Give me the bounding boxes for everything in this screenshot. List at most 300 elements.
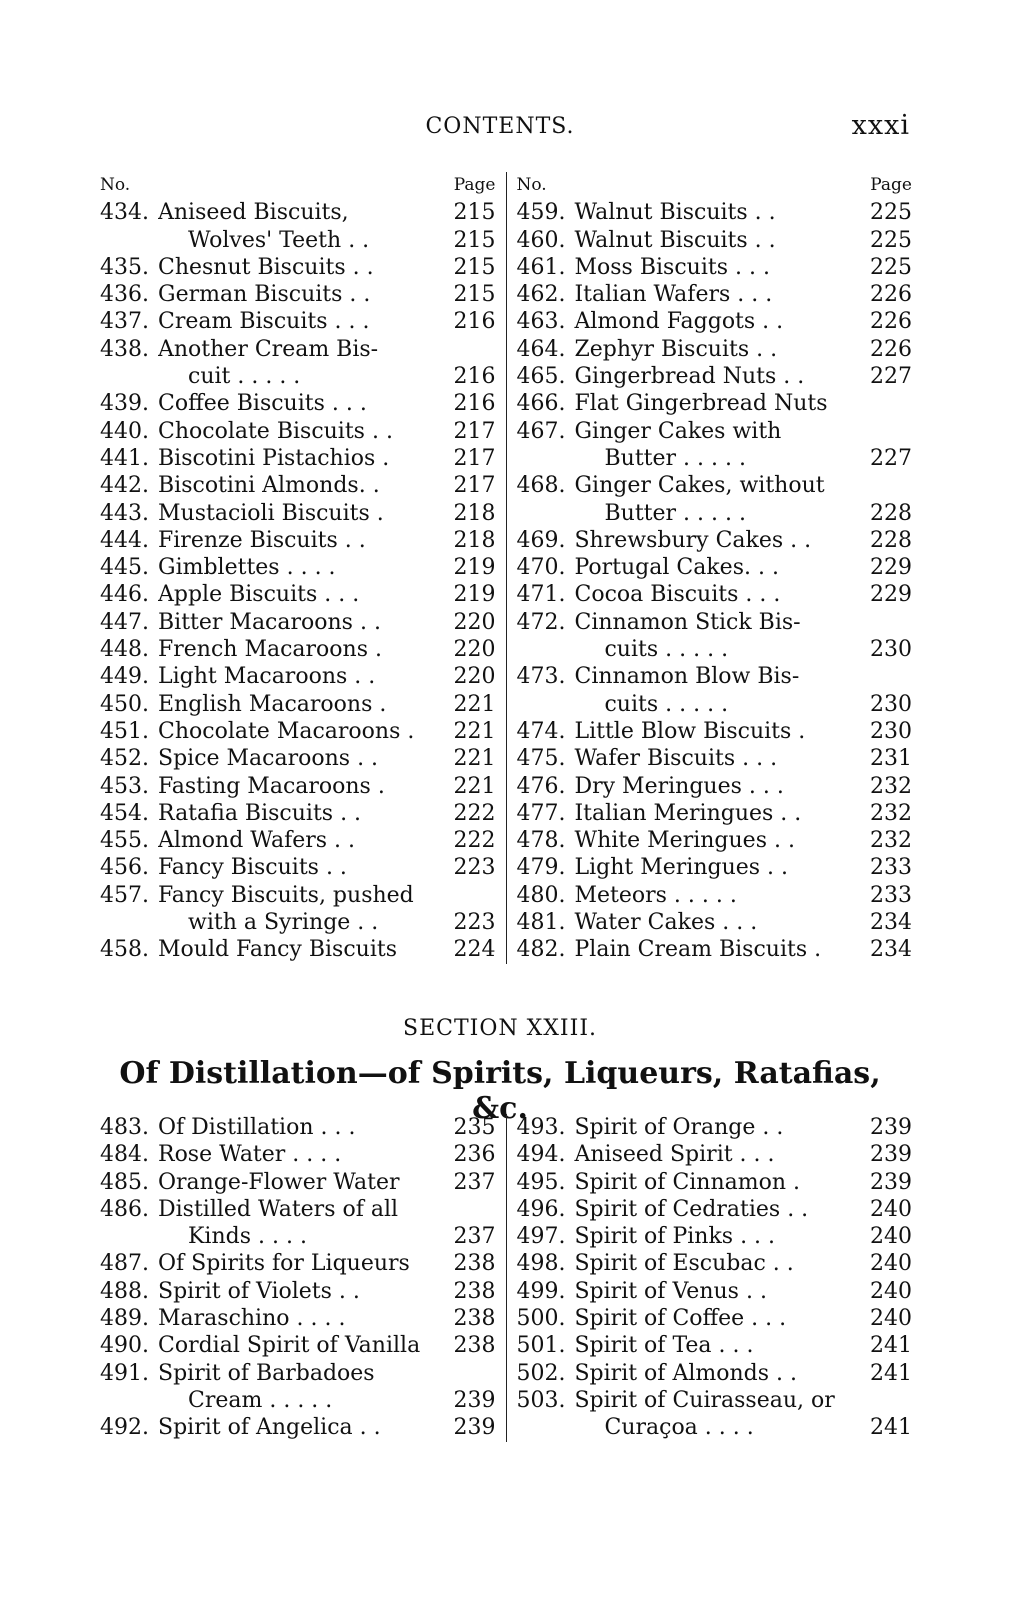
table-row	[100, 254, 496, 281]
table-row	[516, 1387, 912, 1414]
entry-number: 435.	[100, 254, 149, 280]
entry-title: Ginger Cakes with	[574, 418, 782, 444]
entry-number: 472.	[516, 609, 566, 635]
table-row	[516, 718, 912, 745]
table-row	[100, 554, 496, 581]
entry-number: 452.	[100, 746, 149, 772]
entry-page: 231	[869, 746, 912, 772]
entry-page: 220	[453, 664, 496, 690]
entry-page: 235	[453, 1115, 496, 1140]
entry-number: 453.	[100, 773, 149, 799]
table-row	[516, 336, 912, 363]
table-row	[516, 581, 912, 608]
entry-page: 226	[869, 282, 912, 308]
entry-page: 240	[869, 1278, 912, 1304]
entry-page: 223	[453, 855, 496, 881]
entry-title: Bitter Macaroons . .	[158, 609, 381, 635]
table-row	[100, 581, 496, 608]
entry-title: Wolves' Teeth . .	[188, 227, 370, 253]
entry-continuation	[516, 1414, 912, 1441]
entry-title: Aniseed Biscuits,	[158, 200, 349, 226]
section-heading: SECTION XXIII.	[403, 1016, 597, 1041]
entry-title: Spirit of Almonds . .	[574, 1360, 797, 1386]
entry-title: Gingerbread Nuts . .	[574, 364, 805, 390]
entry-title: Spirit of Pinks . . .	[574, 1224, 776, 1250]
table-row	[516, 1250, 912, 1277]
table-row	[516, 882, 912, 909]
entry-title: Biscotini Almonds. .	[158, 473, 380, 499]
entry-number: 436.	[100, 282, 149, 308]
entry-number: 454.	[100, 800, 149, 826]
entry-number: 456.	[100, 855, 149, 881]
entry-number: 495.	[516, 1169, 566, 1195]
entry-title: Light Meringues . .	[574, 855, 789, 881]
entry-number: 499.	[516, 1278, 566, 1304]
entry-title: Fancy Biscuits, pushed	[158, 882, 414, 908]
entry-title: Rose Water . . . .	[158, 1142, 342, 1168]
entry-page: 228	[869, 500, 912, 526]
table-row	[100, 1414, 496, 1441]
table-row	[516, 1169, 912, 1196]
entry-page: 225	[869, 227, 912, 253]
column-header-page: Page	[870, 175, 912, 195]
table-row	[100, 827, 496, 854]
entry-page: 226	[869, 336, 912, 362]
entry-number: 501.	[516, 1333, 566, 1359]
entry-continuation	[100, 1387, 496, 1414]
entry-title: Orange-Flower Water	[158, 1169, 400, 1195]
entry-title: Spirit of Orange . .	[574, 1115, 784, 1140]
entry-number: 444.	[100, 527, 149, 553]
entry-number: 462.	[516, 282, 566, 308]
entry-title: Portugal Cakes. . .	[574, 555, 779, 581]
entry-page: 221	[453, 718, 496, 744]
entry-title: Distilled Waters of all	[158, 1196, 399, 1222]
table-row	[100, 418, 496, 445]
table-row	[516, 1196, 912, 1223]
table-row	[516, 1141, 912, 1168]
entry-number: 458.	[100, 937, 149, 963]
entry-page: 229	[869, 582, 912, 608]
entry-page: 220	[453, 609, 496, 635]
entry-title: Cinnamon Blow Bis-	[574, 664, 800, 690]
entry-title: cuits . . . . .	[604, 691, 729, 717]
entry-continuation	[100, 227, 496, 254]
contents-column-right	[506, 1114, 912, 1442]
table-row	[516, 909, 912, 936]
entry-page: 233	[869, 855, 912, 881]
entry-number: 440.	[100, 418, 149, 444]
entry-number: 469.	[516, 527, 566, 553]
entry-title: Almond Faggots . .	[574, 309, 784, 335]
entry-page: 217	[453, 445, 496, 471]
entry-page: 221	[453, 746, 496, 772]
entry-page: 230	[869, 637, 912, 663]
entry-page: 241	[869, 1415, 912, 1441]
table-row	[100, 390, 496, 417]
entry-page: 241	[869, 1360, 912, 1386]
table-row	[516, 227, 912, 254]
entry-number: 467.	[516, 418, 566, 444]
entry-continuation	[516, 500, 912, 527]
table-row	[516, 854, 912, 881]
entry-title: Cocoa Biscuits . . .	[574, 582, 781, 608]
table-row	[100, 445, 496, 472]
entry-title: Gimblettes . . . .	[158, 555, 336, 581]
table-row	[100, 773, 496, 800]
table-row	[516, 773, 912, 800]
entry-title: Chesnut Biscuits . .	[158, 254, 374, 280]
entry-page: 228	[869, 527, 912, 553]
entry-number: 487.	[100, 1251, 149, 1277]
table-row	[100, 1114, 496, 1141]
table-row	[516, 363, 912, 390]
page-number: xxxi	[851, 110, 910, 141]
entry-title: Another Cream Bis-	[158, 336, 379, 362]
entry-page: 217	[453, 473, 496, 499]
entry-page: 230	[869, 718, 912, 744]
entry-title: French Macaroons .	[158, 637, 382, 663]
table-row	[100, 1278, 496, 1305]
entry-page: 216	[453, 364, 496, 390]
contents-column-left	[100, 1114, 506, 1442]
table-row	[100, 663, 496, 690]
entry-number: 443.	[100, 500, 149, 526]
table-row	[100, 745, 496, 772]
column-header	[100, 172, 496, 199]
entry-title: Butter . . . . .	[604, 500, 746, 526]
entry-number: 463.	[516, 309, 566, 335]
entry-title: Of Spirits for Liqueurs	[158, 1251, 410, 1277]
entry-number: 450.	[100, 691, 149, 717]
entry-title: Plain Cream Biscuits .	[574, 937, 822, 963]
table-row	[100, 199, 496, 226]
entry-list	[100, 1114, 496, 1442]
entry-number: 498.	[516, 1251, 566, 1277]
entry-page: 227	[869, 364, 912, 390]
entry-number: 491.	[100, 1360, 149, 1386]
table-row	[516, 308, 912, 335]
table-row	[100, 336, 496, 363]
entry-number: 446.	[100, 582, 149, 608]
entry-title: Italian Meringues . .	[574, 800, 802, 826]
entry-page: 221	[453, 691, 496, 717]
entry-continuation	[516, 445, 912, 472]
table-row	[100, 308, 496, 335]
entry-number: 485.	[100, 1169, 149, 1195]
entry-continuation	[516, 636, 912, 663]
table-row	[516, 390, 912, 417]
entry-title: Water Cakes . . .	[574, 910, 758, 936]
entry-number: 484.	[100, 1142, 149, 1168]
entry-title: Chocolate Macaroons .	[158, 718, 415, 744]
table-row	[100, 500, 496, 527]
table-row	[516, 418, 912, 445]
entry-page: 238	[453, 1306, 496, 1332]
entry-page: 240	[869, 1251, 912, 1277]
entry-page: 224	[453, 937, 496, 963]
entry-title: Cordial Spirit of Vanilla	[158, 1333, 421, 1359]
entry-continuation	[100, 909, 496, 936]
table-row	[100, 936, 496, 963]
entry-title: Spirit of Cuirasseau, or	[574, 1387, 835, 1413]
contents-table-bottom	[100, 1114, 912, 1442]
entry-number: 464.	[516, 336, 566, 362]
table-row	[100, 718, 496, 745]
entry-page: 225	[869, 200, 912, 226]
column-header	[516, 172, 912, 199]
entry-continuation	[100, 363, 496, 390]
entry-page: 239	[453, 1415, 496, 1441]
table-row	[100, 854, 496, 881]
entry-number: 438.	[100, 336, 149, 362]
entry-number: 465.	[516, 364, 566, 390]
entry-number: 482.	[516, 937, 566, 963]
entry-title: Kinds . . . .	[188, 1224, 307, 1250]
contents-table-top	[100, 172, 912, 964]
entry-page: 240	[869, 1306, 912, 1332]
table-row	[100, 882, 496, 909]
entry-title: Biscotini Pistachios .	[158, 445, 390, 471]
entry-title: Fasting Macaroons .	[158, 773, 385, 799]
table-row	[516, 1278, 912, 1305]
table-row	[516, 827, 912, 854]
entry-page: 219	[453, 555, 496, 581]
entry-title: Curaçoa . . . .	[604, 1415, 754, 1441]
table-row	[100, 1305, 496, 1332]
entry-number: 437.	[100, 309, 149, 335]
entry-title: Almond Wafers . .	[158, 828, 356, 854]
entry-number: 470.	[516, 555, 566, 581]
entry-page: 221	[453, 773, 496, 799]
entry-page: 230	[869, 691, 912, 717]
entry-page: 238	[453, 1333, 496, 1359]
table-row	[100, 1196, 496, 1223]
entry-title: Zephyr Biscuits . .	[574, 336, 778, 362]
entry-page: 238	[453, 1251, 496, 1277]
entry-title: German Biscuits . .	[158, 282, 371, 308]
entry-title: Walnut Biscuits . .	[574, 227, 776, 253]
entry-title: cuits . . . . .	[604, 637, 729, 663]
entry-number: 489.	[100, 1306, 149, 1332]
entry-title: Spirit of Angelica . .	[158, 1415, 381, 1441]
entry-title: Mould Fancy Biscuits	[158, 937, 398, 963]
entry-number: 494.	[516, 1142, 566, 1168]
entry-page: 227	[869, 445, 912, 471]
entry-title: Wafer Biscuits . . .	[574, 746, 778, 772]
entry-title: Shrewsbury Cakes . .	[574, 527, 812, 553]
table-row	[516, 527, 912, 554]
entry-title: Ginger Cakes, without	[574, 473, 825, 499]
table-row	[516, 199, 912, 226]
entry-number: 441.	[100, 445, 149, 471]
entry-title: Aniseed Spirit . . .	[574, 1142, 775, 1168]
entry-number: 503.	[516, 1387, 566, 1413]
entry-page: 239	[869, 1169, 912, 1195]
entry-number: 448.	[100, 637, 149, 663]
entry-title: Spirit of Tea . . .	[574, 1333, 754, 1359]
table-row	[516, 1360, 912, 1387]
entry-number: 480.	[516, 882, 566, 908]
entry-title: Spirit of Venus . .	[574, 1278, 767, 1304]
entry-page: 232	[869, 828, 912, 854]
entry-page: 238	[453, 1278, 496, 1304]
entry-number: 478.	[516, 828, 566, 854]
entry-title: Firenze Biscuits . .	[158, 527, 366, 553]
entry-number: 471.	[516, 582, 566, 608]
entry-number: 442.	[100, 473, 149, 499]
table-row	[516, 472, 912, 499]
entry-page: 218	[453, 500, 496, 526]
entry-page: 240	[869, 1224, 912, 1250]
entry-number: 490.	[100, 1333, 149, 1359]
entry-page: 236	[453, 1142, 496, 1168]
entry-title: Apple Biscuits . . .	[158, 582, 360, 608]
table-row	[516, 800, 912, 827]
entry-page: 220	[453, 637, 496, 663]
entry-title: Cream Biscuits . . .	[158, 309, 370, 335]
table-row	[100, 1250, 496, 1277]
contents-column-left	[100, 172, 506, 964]
entry-number: 483.	[100, 1115, 149, 1140]
entry-title: Spice Macaroons . .	[158, 746, 379, 772]
table-row	[516, 1223, 912, 1250]
entry-number: 488.	[100, 1278, 149, 1304]
entry-page: 215	[453, 254, 496, 280]
entry-number: 475.	[516, 746, 566, 772]
entry-number: 486.	[100, 1196, 149, 1222]
entry-number: 455.	[100, 828, 149, 854]
running-title: CONTENTS.	[425, 114, 575, 139]
entry-number: 460.	[516, 227, 566, 253]
entry-title: Moss Biscuits . . .	[574, 254, 770, 280]
section-title: Of Distillation—of Spirits, Liqueurs, Ratafias, &c.	[119, 1056, 881, 1126]
entry-page: 222	[453, 800, 496, 826]
column-header-no: No.	[516, 175, 547, 195]
table-row	[516, 663, 912, 690]
entry-page: 219	[453, 582, 496, 608]
entry-title: Meteors . . . . .	[574, 882, 737, 908]
entry-list	[516, 1114, 912, 1442]
entry-number: 439.	[100, 391, 149, 417]
entry-title: with a Syringe . .	[188, 910, 379, 936]
entry-page: 226	[869, 309, 912, 335]
entry-number: 445.	[100, 555, 149, 581]
entry-list	[100, 199, 496, 963]
entry-number: 500.	[516, 1306, 566, 1332]
entry-page: 216	[453, 309, 496, 335]
entry-number: 449.	[100, 664, 149, 690]
table-row	[100, 281, 496, 308]
entry-page: 233	[869, 882, 912, 908]
entry-title: Coffee Biscuits . . .	[158, 391, 367, 417]
entry-number: 447.	[100, 609, 149, 635]
entry-title: White Meringues . .	[574, 828, 795, 854]
entry-page: 239	[869, 1115, 912, 1140]
entry-title: Fancy Biscuits . .	[158, 855, 347, 881]
entry-page: 239	[453, 1387, 496, 1413]
entry-title: Light Macaroons . .	[158, 664, 376, 690]
entry-title: Ratafia Biscuits . .	[158, 800, 362, 826]
table-row	[100, 636, 496, 663]
entry-number: 466.	[516, 391, 566, 417]
table-row	[100, 527, 496, 554]
entry-number: 497.	[516, 1224, 566, 1250]
entry-page: 239	[869, 1142, 912, 1168]
entry-title: Italian Wafers . . .	[574, 282, 773, 308]
entry-number: 451.	[100, 718, 149, 744]
entry-page: 215	[453, 227, 496, 253]
table-row	[100, 800, 496, 827]
entry-title: Walnut Biscuits . .	[574, 200, 776, 226]
table-row	[100, 1141, 496, 1168]
entry-title: Cinnamon Stick Bis-	[574, 609, 801, 635]
table-row	[516, 1332, 912, 1359]
table-row	[516, 745, 912, 772]
table-row	[516, 554, 912, 581]
entry-number: 492.	[100, 1415, 149, 1441]
entry-number: 474.	[516, 718, 566, 744]
entry-number: 461.	[516, 254, 566, 280]
entry-title: cuit . . . . .	[188, 364, 301, 390]
entry-title: Spirit of Escubac . .	[574, 1251, 794, 1277]
entry-title: Little Blow Biscuits .	[574, 718, 806, 744]
entry-title: Spirit of Coffee . . .	[574, 1306, 787, 1332]
entry-number: 493.	[516, 1115, 566, 1140]
entry-page: 241	[869, 1333, 912, 1359]
entry-page: 234	[869, 910, 912, 936]
entry-number: 457.	[100, 882, 149, 908]
page-header	[90, 110, 910, 146]
entry-page: 237	[453, 1224, 496, 1250]
table-row	[100, 1360, 496, 1387]
table-row	[100, 1169, 496, 1196]
entry-title: Of Distillation . . .	[158, 1115, 356, 1140]
entry-title: Maraschino . . . .	[158, 1306, 346, 1332]
entry-title: Spirit of Violets . .	[158, 1278, 360, 1304]
entry-page: 240	[869, 1196, 912, 1222]
entry-title: English Macaroons .	[158, 691, 387, 717]
entry-title: Spirit of Cinnamon .	[574, 1169, 801, 1195]
entry-title: Dry Meringues . . .	[574, 773, 784, 799]
table-row	[100, 609, 496, 636]
entry-number: 481.	[516, 910, 566, 936]
entry-page: 218	[453, 527, 496, 553]
entry-number: 502.	[516, 1360, 566, 1386]
entry-number: 476.	[516, 773, 566, 799]
entry-page: 217	[453, 418, 496, 444]
table-row	[516, 609, 912, 636]
contents-column-right	[506, 172, 912, 964]
entry-number: 477.	[516, 800, 566, 826]
entry-title: Spirit of Cedraties . .	[574, 1196, 809, 1222]
entry-page: 232	[869, 800, 912, 826]
table-row	[100, 472, 496, 499]
entry-title: Mustacioli Biscuits .	[158, 500, 384, 526]
entry-number: 496.	[516, 1196, 566, 1222]
column-header-page: Page	[453, 175, 496, 195]
table-row	[516, 1305, 912, 1332]
table-row	[516, 936, 912, 963]
entry-title: Cream . . . . .	[188, 1387, 333, 1413]
entry-title: Chocolate Biscuits . .	[158, 418, 393, 444]
entry-continuation	[516, 691, 912, 718]
entry-page: 232	[869, 773, 912, 799]
table-row	[516, 1114, 912, 1141]
entry-page: 229	[869, 555, 912, 581]
entry-page: 237	[453, 1169, 496, 1195]
table-row	[100, 691, 496, 718]
